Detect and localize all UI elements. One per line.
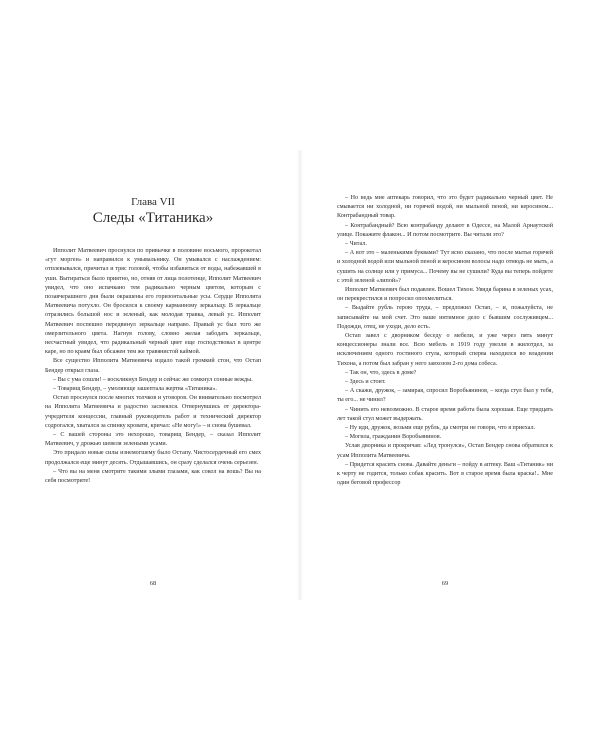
paragraph: – Вы с ума сошли! – воскликнул Бендер и сейчас же сомкнул сонные вежды. <box>53 376 253 383</box>
paragraph: – Товарищ Бендер, – умоляюще зашептала жертва «Титаника». <box>53 386 217 393</box>
paragraph: – Ну иди, дружок, возьми еще рубль, да смотри не говори, что я приехал. <box>345 425 536 432</box>
paragraph: Ипполит Матвеевич проснулся по привычке в половине восьмого, пророкотал «гут морген» и направился к умывальнику. Он умывался с наслаждением: отплевывался, причитал и тряс головой, чтобы избавиться от воды, набежавшей в уши. Вытираться было приятно, но, отняв от лица полотенце, Ипполит Матвеевич увидел, что оно испачкано тем радикально черным цветом, которым с позавчерашнего дня были окрашены его горизонтальные усы. Сердце Ипполита Матвеевича потухло. Он бросился к своему карманному зеркальцу. В зеркальце отразились большой нос и зеленый, как молодая травка, левый ус. Ипполит Матвеевич поспешно передвинул зеркальце направо. Правый ус был того же омерзительного цвета. Нагнув голову, словно желая забодать зеркальце, несчастный увидел, что радикальный черный цвет еще господствовал в центре каре, но по краям был обсажен тем же травянистой каймой. <box>45 248 261 356</box>
paragraph: – Выдайте рубль герою труда, – предложил Остап, – и, пожалуйста, не записывайте на мой счет. Это ваше интимное дело с бывшим сослуживцем... Подожди, отец, не уходи, дело есть. <box>337 305 553 330</box>
paragraph: – С вашей стороны это нехорошо, товарищ Бендер, – сказал Ипполит Матвеевич, у дрожью шевеля зелеными усами. <box>45 432 261 448</box>
paragraph: – Здесь и стоит. <box>345 379 386 386</box>
paragraph: – А скажи, дружок, – замирая, спросил Воробьянинов, – когда стул был у тебя, ты его... не чинил? <box>337 388 553 404</box>
left-body-text <box>45 247 261 486</box>
right-body-text <box>337 194 553 489</box>
paragraph: Ипполит Матвеевич был подавлен. Вошел Тихон. Увидя барина в зеленых усах, он перекрестился и попросил опохмелиться. <box>337 287 553 303</box>
paragraph: Это придало новые силы изнемогшему было Остапу. Чистосердечный его смех продолжался еще минут десять. Отдышавшись, он сразу сделался очень серьезен. <box>45 450 261 466</box>
paragraph: – Придется красить снова. Давайте деньги – пойду в аптеку. Ваш «Титаник» ни к черту не годится, только собак красить. Вот в старое время была краска!.. Мне один беговой профессор <box>337 461 553 487</box>
chapter-title: Следы «Титаника» <box>92 210 214 226</box>
paragraph: Остап проснулся после многих толчков и уговоров. Он внимательно посмотрел на Ипполита Матвеевича и радостно засмеялся. Отвернувшись от директора-учредителя концессии, главный руководитель работ и технический директор содрогался, хватался за спинку кровати, кричал: «Не могу!» – и снова бушевал. <box>45 395 261 429</box>
paragraph: – Так он, что, здесь в доме? <box>345 369 417 376</box>
paragraph: – Контрабандный? Всю контрабанду делают в Одессе, на Малой Арнаутской улице. Покажите флакон... И потом посмотрите. Вы читали это? <box>337 222 553 238</box>
chapter-label: Глава VII <box>131 196 175 208</box>
left-page <box>45 150 261 600</box>
paragraph: Услав дворника и прокричав: «Лед тронулся», Остап Бендер снова обратился к усам Ипполита Матвеевича. <box>337 443 553 459</box>
paragraph: – Но ведь мне аптекарь говорил, что это будет радикально черный цвет. Не смывается ни холодной, ни горячей водой, ни мыльной пеной, ни керосином... Контрабандный товар. <box>337 195 553 220</box>
right-page <box>337 150 553 600</box>
paragraph: Все существо Ипполита Матвеевича издало такой громкий стон, что Остап Бендер открыл глаза. <box>45 358 261 374</box>
paragraph: – Что вы на меня смотрите такими злыми глазами, как сокол на вошь? Вы на себя посмотрите! <box>45 468 261 485</box>
paragraph: – Чинить его невозможно. В старое время работа была хорошая. Еще тридцать лет такой стул может выдержать. <box>337 406 553 422</box>
paragraph: – А вот это – маленькими буквами? Тут ясно сказано, что после мытья горячей и холодной водой или мыльной пеной и керосином волосы надо отнюдь не мыть, а сушить на солнце или у примуса... Почему вы не сушили? Куда вы теперь пойдете с этой зеленой «липой»? <box>337 250 553 284</box>
paragraph: Остап завел с дворником беседу о мебели, и уже через пять минут концессионеры знали все. Всю мебель в 1919 году увезли в жилотдел, за исключением одного гостиного стула, который сперва находился во владении Тихона, а потом был забран у него завхозом 2-го дома собеса. <box>337 333 553 367</box>
page-number: 68 <box>149 579 157 587</box>
book-gutter <box>297 150 303 600</box>
paragraph: – Читал. <box>345 241 367 248</box>
book-spread <box>35 150 565 600</box>
paragraph: – Могила, гражданин Воробьянинов. <box>345 434 442 441</box>
page-number: 69 <box>441 579 449 587</box>
